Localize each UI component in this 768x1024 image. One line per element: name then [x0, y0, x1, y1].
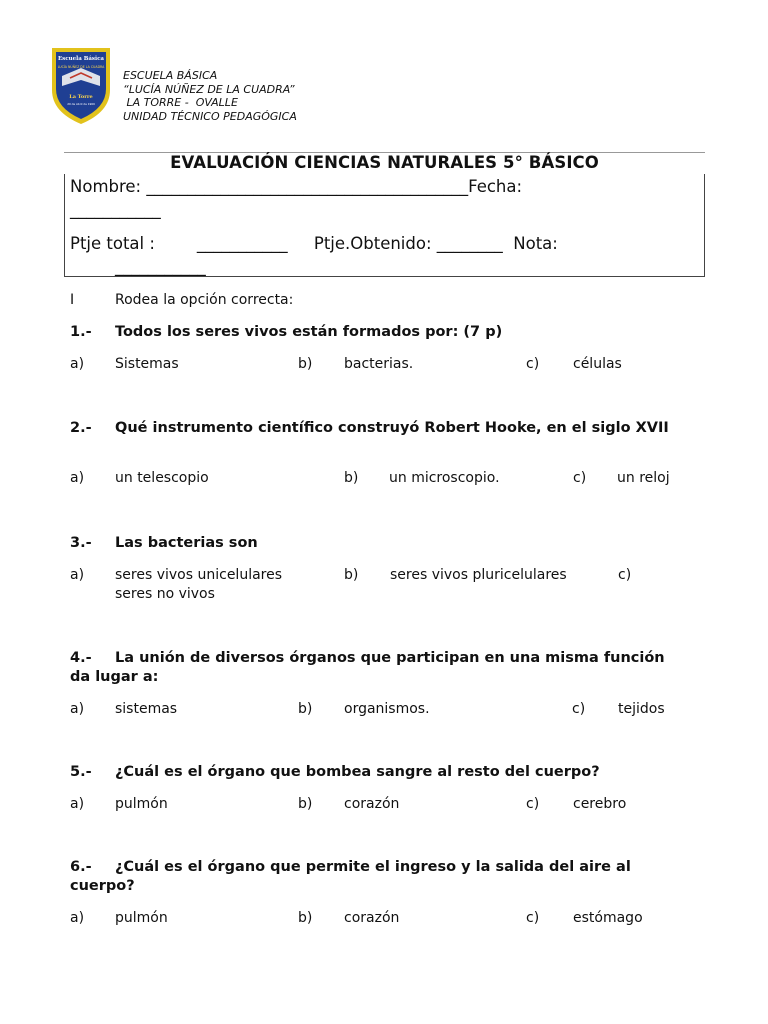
option-letter-a: a): [70, 910, 85, 926]
section-number: I: [70, 292, 75, 308]
option-letter-b: b): [298, 701, 313, 717]
score-line[interactable]: Ptje total : ___________ Ptje.Obtenido: ________ Nota:: [70, 234, 558, 253]
question-number: 3.-: [70, 535, 92, 551]
option-a[interactable]: sistemas: [115, 701, 178, 717]
option-letter-c: c): [526, 356, 540, 372]
option-b[interactable]: organismos.: [344, 701, 430, 717]
header-line-name: “LUCÍA NÚÑEZ DE LA CUADRA”: [123, 82, 295, 96]
question-6: [70, 858, 680, 896]
crest-text-4: 20 de Abril de 1969: [67, 102, 95, 106]
option-c[interactable]: un reloj: [617, 470, 670, 486]
option-letter-c: c): [572, 701, 586, 717]
option-letter-a: a): [70, 796, 85, 812]
option-a[interactable]: pulmón: [115, 910, 168, 926]
exam-title: EVALUACIÓN CIENCIAS NATURALES 5° BÁSICO: [170, 153, 599, 172]
option-c[interactable]: tejidos: [618, 701, 665, 717]
option-letter-c: c): [526, 910, 540, 926]
option-c[interactable]: células: [573, 356, 622, 372]
option-a[interactable]: un telescopio: [115, 470, 209, 486]
header-line-school: ESCUELA BÁSICA: [123, 69, 218, 82]
question-3: [70, 534, 680, 553]
option-letter-a: a): [70, 356, 85, 372]
question-1: [70, 323, 680, 342]
option-letter-c: c): [573, 470, 587, 486]
option-a[interactable]: Sistemas: [115, 356, 179, 372]
question-number: 4.-: [70, 650, 92, 666]
question-text: ¿Cuál es el órgano que bombea sangre al resto del cuerpo?: [115, 764, 600, 780]
option-b[interactable]: un microscopio.: [389, 470, 500, 486]
option-letter-c: c): [618, 567, 632, 583]
question-5: [70, 763, 680, 782]
header-line-unit: UNIDAD TÉCNICO PEDAGÓGICA: [123, 109, 297, 123]
question-text: La unión de diversos órganos que participan en una misma función da lugar a:: [70, 650, 665, 685]
option-letter-b: b): [298, 910, 313, 926]
school-crest-logo: [50, 46, 112, 126]
grade-blank-line[interactable]: ___________: [115, 257, 206, 276]
option-a[interactable]: pulmón: [115, 796, 168, 812]
option-b[interactable]: corazón: [344, 910, 400, 926]
school-header: [123, 69, 297, 123]
option-letter-b: b): [298, 356, 313, 372]
option-letter-c: c): [526, 796, 540, 812]
option-letter-a: a): [70, 701, 85, 717]
question-2: [70, 419, 680, 438]
option-letter-b: b): [344, 567, 359, 583]
option-b[interactable]: corazón: [344, 796, 400, 812]
crest-text-2: LUCÍA NÚÑEZ DE LA CUADRA: [57, 65, 105, 69]
question-number: 1.-: [70, 324, 92, 340]
crest-text-1: Escuela Básica: [57, 56, 105, 62]
question-number: 5.-: [70, 764, 92, 780]
instruction-text: Rodea la opción correcta:: [115, 292, 294, 308]
option-letter-b: b): [344, 470, 359, 486]
option-letter-b: b): [298, 796, 313, 812]
option-c[interactable]: seres no vivos: [115, 586, 215, 602]
question-number: 6.-: [70, 859, 92, 875]
option-a[interactable]: seres vivos unicelulares: [115, 567, 283, 583]
header-line-location: LA TORRE - OVALLE: [123, 96, 238, 109]
option-letter-a: a): [70, 470, 85, 486]
option-c[interactable]: estómago: [573, 910, 643, 926]
question-text: ¿Cuál es el órgano que permite el ingreso y la salida del aire al cuerpo?: [70, 859, 631, 894]
crest-text-3: La Torre: [69, 94, 93, 100]
question-text: Qué instrumento científico construyó Robert Hooke, en el siglo XVII: [115, 420, 669, 436]
section-instruction: [70, 292, 293, 308]
name-date-line[interactable]: Nombre: _______________________________________Fecha:: [70, 177, 523, 196]
option-c[interactable]: cerebro: [573, 796, 627, 812]
option-b[interactable]: seres vivos pluricelulares: [390, 567, 567, 583]
question-text: Todos los seres vivos están formados por: (7 p): [115, 324, 503, 340]
option-letter-a: a): [70, 567, 85, 583]
question-number: 2.-: [70, 420, 92, 436]
option-b[interactable]: bacterias.: [344, 356, 414, 372]
date-blank-line[interactable]: ___________: [70, 200, 161, 219]
question-text: Las bacterias son: [115, 535, 258, 551]
question-4: [70, 649, 680, 687]
